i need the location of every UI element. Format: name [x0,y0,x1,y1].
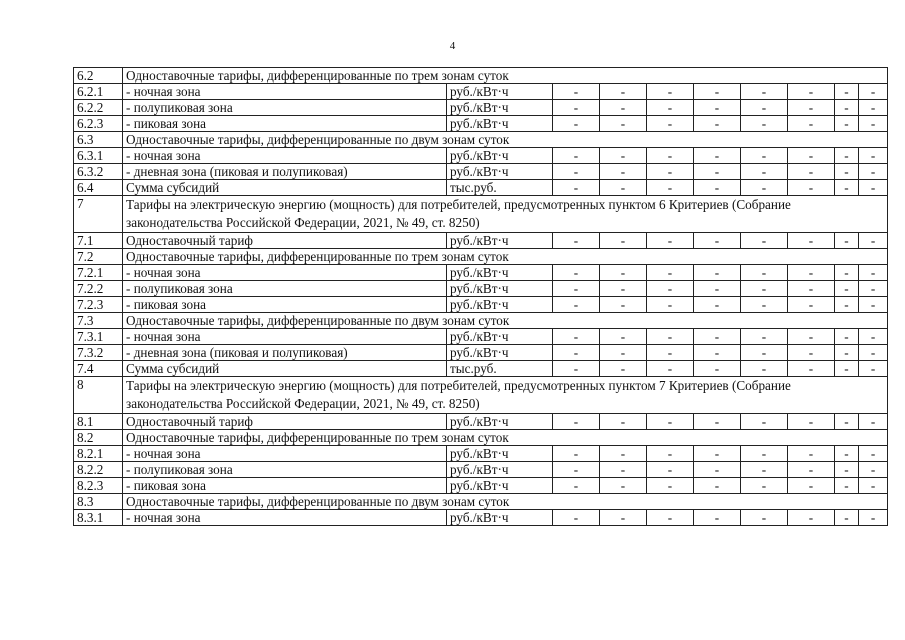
row-unit: тыс.руб. [447,180,553,196]
row-label: - ночная зона [123,84,447,100]
value-cell: - [647,164,694,180]
table-row [74,430,888,446]
value-cell: - [553,265,600,281]
value-cell: - [600,116,647,132]
value-cell: - [553,414,600,430]
value-cell: - [647,345,694,361]
value-cell: - [859,462,888,478]
value-cell: - [694,361,741,377]
value-cell: - [647,233,694,249]
value-cell: - [788,297,835,313]
value-cell: - [741,233,788,249]
value-cell: - [859,100,888,116]
row-code: 8.2 [74,430,123,446]
tariff-table [73,67,888,526]
row-label: Одноставочные тарифы, дифференцированные по трем зонам суток [123,430,888,446]
table-row [74,132,888,148]
row-label: - ночная зона [123,329,447,345]
value-cell: - [741,462,788,478]
value-cell: - [553,462,600,478]
value-cell: - [835,297,859,313]
row-code: 7.2 [74,249,123,265]
value-cell: - [835,414,859,430]
value-cell: - [835,84,859,100]
value-cell: - [741,297,788,313]
value-cell: - [600,297,647,313]
value-cell: - [694,233,741,249]
row-unit: руб./кВт·ч [447,281,553,297]
row-label: - ночная зона [123,510,447,526]
value-cell: - [647,361,694,377]
value-cell: - [647,478,694,494]
value-cell: - [694,100,741,116]
value-cell: - [647,329,694,345]
row-unit: руб./кВт·ч [447,148,553,164]
row-unit: руб./кВт·ч [447,510,553,526]
value-cell: - [694,297,741,313]
row-code: 7.2.1 [74,265,123,281]
value-cell: - [859,478,888,494]
value-cell: - [741,281,788,297]
value-cell: - [788,148,835,164]
value-cell: - [553,84,600,100]
value-cell: - [835,116,859,132]
row-unit: руб./кВт·ч [447,462,553,478]
value-cell: - [694,265,741,281]
value-cell: - [835,148,859,164]
table-row [74,494,888,510]
row-code: 8.3.1 [74,510,123,526]
value-cell: - [859,84,888,100]
table-row [74,148,888,164]
row-label: - полупиковая зона [123,100,447,116]
value-cell: - [647,297,694,313]
value-cell: - [741,180,788,196]
value-cell: - [600,462,647,478]
row-unit: руб./кВт·ч [447,164,553,180]
value-cell: - [741,478,788,494]
row-unit: руб./кВт·ч [447,478,553,494]
row-label: - ночная зона [123,446,447,462]
value-cell: - [788,100,835,116]
row-label: - полупиковая зона [123,462,447,478]
value-cell: - [741,510,788,526]
value-cell: - [694,462,741,478]
table-row [74,510,888,526]
row-code: 7.3.2 [74,345,123,361]
page-number: 4 [449,40,456,52]
table-row [74,414,888,430]
value-cell: - [694,148,741,164]
row-label: - полупиковая зона [123,281,447,297]
table-row [74,180,888,196]
row-code: 6.2.2 [74,100,123,116]
value-cell: - [600,164,647,180]
value-cell: - [835,462,859,478]
value-cell: - [788,345,835,361]
value-cell: - [694,84,741,100]
table-row [74,297,888,313]
row-label: - дневная зона (пиковая и полупиковая) [123,345,447,361]
value-cell: - [859,329,888,345]
row-unit: руб./кВт·ч [447,345,553,361]
row-label: Тарифы на электрическую энергию (мощность) для потребителей, предусмотренных пунктом 6 Критериев (Собрание законодательства Российской Федерации, 2021, № 49, ст. 8250) [123,196,888,233]
value-cell: - [835,361,859,377]
value-cell: - [600,84,647,100]
value-cell: - [835,345,859,361]
value-cell: - [835,164,859,180]
value-cell: - [788,446,835,462]
table-row [74,345,888,361]
row-unit: руб./кВт·ч [447,265,553,281]
row-label: Одноставочный тариф [123,233,447,249]
value-cell: - [788,233,835,249]
value-cell: - [647,446,694,462]
row-unit: руб./кВт·ч [447,116,553,132]
table-row [74,377,888,414]
value-cell: - [741,446,788,462]
value-cell: - [553,233,600,249]
table-row [74,100,888,116]
value-cell: - [741,329,788,345]
value-cell: - [859,345,888,361]
value-cell: - [788,361,835,377]
row-code: 7.2.2 [74,281,123,297]
row-label: Одноставочные тарифы, дифференцированные по трем зонам суток [123,249,888,265]
value-cell: - [859,361,888,377]
value-cell: - [835,100,859,116]
value-cell: - [600,180,647,196]
table-row [74,196,888,233]
row-label: - пиковая зона [123,116,447,132]
value-cell: - [788,265,835,281]
value-cell: - [694,180,741,196]
row-code: 8.2.1 [74,446,123,462]
value-cell: - [553,148,600,164]
table-row [74,265,888,281]
row-unit: руб./кВт·ч [447,329,553,345]
value-cell: - [788,510,835,526]
value-cell: - [835,180,859,196]
table-body [74,68,888,526]
row-label: Одноставочные тарифы, дифференцированные по двум зонам суток [123,313,888,329]
value-cell: - [694,329,741,345]
value-cell: - [694,510,741,526]
value-cell: - [600,414,647,430]
value-cell: - [859,233,888,249]
table-row [74,281,888,297]
row-unit: руб./кВт·ч [447,297,553,313]
value-cell: - [741,345,788,361]
table-row [74,164,888,180]
table-row [74,116,888,132]
value-cell: - [553,180,600,196]
row-label: Одноставочные тарифы, дифференцированные по двум зонам суток [123,132,888,148]
table-row [74,249,888,265]
row-label: Сумма субсидий [123,361,447,377]
table-row [74,361,888,377]
value-cell: - [647,84,694,100]
value-cell: - [553,281,600,297]
value-cell: - [694,281,741,297]
row-code: 6.3.1 [74,148,123,164]
value-cell: - [647,180,694,196]
value-cell: - [741,265,788,281]
value-cell: - [788,116,835,132]
value-cell: - [788,164,835,180]
value-cell: - [859,297,888,313]
value-cell: - [741,414,788,430]
value-cell: - [859,446,888,462]
row-code: 6.2 [74,68,123,84]
table-row [74,478,888,494]
value-cell: - [835,233,859,249]
value-cell: - [859,116,888,132]
value-cell: - [741,164,788,180]
value-cell: - [788,329,835,345]
row-unit: руб./кВт·ч [447,84,553,100]
row-code: 7.4 [74,361,123,377]
row-code: 7 [74,196,123,233]
value-cell: - [859,414,888,430]
table-row [74,446,888,462]
row-code: 8.2.3 [74,478,123,494]
row-label: - ночная зона [123,265,447,281]
value-cell: - [788,180,835,196]
value-cell: - [553,361,600,377]
table-row [74,233,888,249]
row-code: 8.2.2 [74,462,123,478]
value-cell: - [647,265,694,281]
value-cell: - [859,281,888,297]
value-cell: - [553,100,600,116]
row-code: 6.3 [74,132,123,148]
value-cell: - [647,281,694,297]
value-cell: - [788,478,835,494]
value-cell: - [647,148,694,164]
value-cell: - [788,281,835,297]
value-cell: - [553,329,600,345]
value-cell: - [600,148,647,164]
value-cell: - [741,116,788,132]
row-label: Одноставочные тарифы, дифференцированные по трем зонам суток [123,68,888,84]
value-cell: - [788,414,835,430]
row-code: 6.2.3 [74,116,123,132]
row-code: 7.3.1 [74,329,123,345]
row-unit: руб./кВт·ч [447,446,553,462]
row-code: 7.1 [74,233,123,249]
row-code: 6.3.2 [74,164,123,180]
value-cell: - [694,345,741,361]
row-label: Сумма субсидий [123,180,447,196]
value-cell: - [859,148,888,164]
value-cell: - [600,100,647,116]
row-unit: тыс.руб. [447,361,553,377]
value-cell: - [553,116,600,132]
value-cell: - [859,265,888,281]
value-cell: - [835,265,859,281]
row-label: - пиковая зона [123,297,447,313]
table-row [74,84,888,100]
value-cell: - [694,414,741,430]
row-unit: руб./кВт·ч [447,233,553,249]
row-label: Одноставочный тариф [123,414,447,430]
value-cell: - [859,180,888,196]
value-cell: - [647,510,694,526]
row-code: 8 [74,377,123,414]
value-cell: - [859,510,888,526]
value-cell: - [600,265,647,281]
value-cell: - [553,510,600,526]
row-label: Одноставочные тарифы, дифференцированные по двум зонам суток [123,494,888,510]
value-cell: - [859,164,888,180]
row-label: Тарифы на электрическую энергию (мощность) для потребителей, предусмотренных пунктом 7 Критериев (Собрание законодательства Российской Федерации, 2021, № 49, ст. 8250) [123,377,888,414]
value-cell: - [835,329,859,345]
value-cell: - [835,446,859,462]
value-cell: - [553,478,600,494]
row-label: - дневная зона (пиковая и полупиковая) [123,164,447,180]
value-cell: - [647,462,694,478]
value-cell: - [835,281,859,297]
value-cell: - [600,446,647,462]
row-code: 6.4 [74,180,123,196]
value-cell: - [741,148,788,164]
value-cell: - [647,116,694,132]
value-cell: - [553,446,600,462]
table-row [74,462,888,478]
row-code: 6.2.1 [74,84,123,100]
value-cell: - [600,361,647,377]
row-code: 7.3 [74,313,123,329]
table-row [74,313,888,329]
value-cell: - [600,510,647,526]
value-cell: - [694,164,741,180]
table-row [74,329,888,345]
value-cell: - [835,478,859,494]
value-cell: - [600,281,647,297]
value-cell: - [788,462,835,478]
row-code: 7.2.3 [74,297,123,313]
value-cell: - [647,414,694,430]
value-cell: - [600,478,647,494]
row-unit: руб./кВт·ч [447,100,553,116]
value-cell: - [835,510,859,526]
value-cell: - [788,84,835,100]
value-cell: - [553,164,600,180]
value-cell: - [741,84,788,100]
value-cell: - [600,233,647,249]
value-cell: - [553,297,600,313]
row-code: 8.3 [74,494,123,510]
value-cell: - [694,478,741,494]
value-cell: - [694,446,741,462]
value-cell: - [647,100,694,116]
value-cell: - [741,100,788,116]
value-cell: - [600,345,647,361]
row-unit: руб./кВт·ч [447,414,553,430]
table-row [74,68,888,84]
row-code: 8.1 [74,414,123,430]
row-label: - пиковая зона [123,478,447,494]
value-cell: - [553,345,600,361]
value-cell: - [741,361,788,377]
value-cell: - [694,116,741,132]
value-cell: - [600,329,647,345]
row-label: - ночная зона [123,148,447,164]
